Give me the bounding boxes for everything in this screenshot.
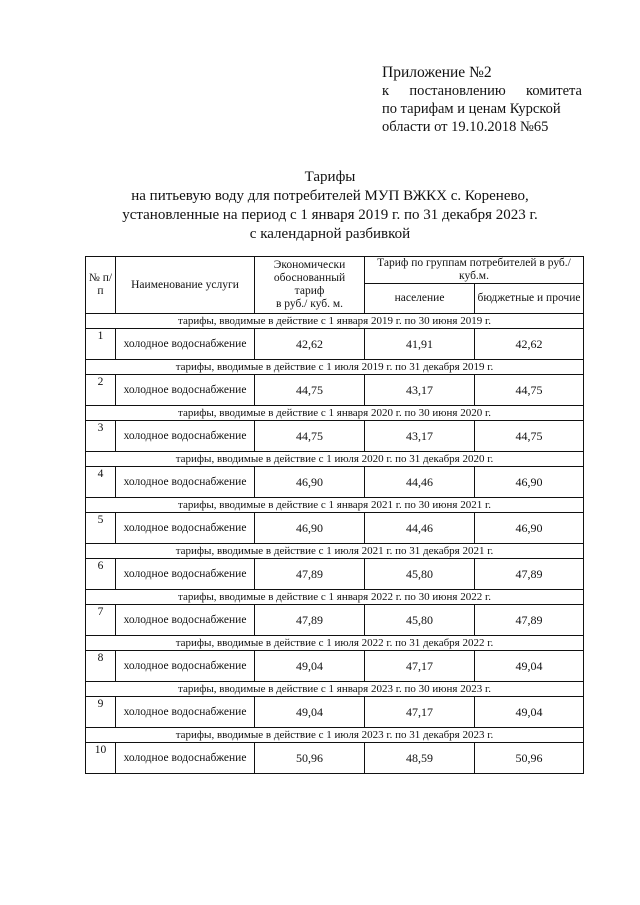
header-economic-line-2: обоснованный: [273, 272, 346, 284]
appendix-line-1-left: к: [382, 83, 390, 99]
population-tariff: 44,46: [365, 513, 475, 544]
period-label: тарифы, вводимые в действие с 1 января 2023 г. по 30 июня 2023 г.: [86, 682, 584, 697]
table-row: [86, 743, 584, 774]
header-number: № п/п: [86, 257, 116, 314]
service-name: холодное водоснабжение: [116, 513, 255, 544]
budget-tariff: 46,90: [475, 513, 584, 544]
tariff-table-body: [86, 314, 584, 774]
service-name: холодное водоснабжение: [116, 605, 255, 636]
period-row: [86, 590, 584, 605]
header-budget-other: бюджетные и прочие: [475, 284, 584, 314]
table-row: [86, 421, 584, 452]
table-row: [86, 375, 584, 406]
tariff-table: [85, 256, 584, 774]
appendix-line-1: [382, 82, 582, 100]
appendix-line-3: области от 19.10.2018 №65: [382, 119, 549, 135]
period-label: тарифы, вводимые в действие с 1 июля 2021 г. по 31 декабря 2021 г.: [86, 544, 584, 559]
budget-tariff: 50,96: [475, 743, 584, 774]
economic-tariff: 47,89: [255, 605, 365, 636]
service-name: холодное водоснабжение: [116, 375, 255, 406]
budget-tariff: 47,89: [475, 559, 584, 590]
row-number: 7: [86, 605, 116, 636]
table-row: [86, 329, 584, 360]
budget-tariff: 44,75: [475, 421, 584, 452]
economic-tariff: 46,90: [255, 513, 365, 544]
table-row: [86, 651, 584, 682]
row-number: 8: [86, 651, 116, 682]
period-row: [86, 360, 584, 375]
service-name: холодное водоснабжение: [116, 559, 255, 590]
header-economic-tariff: [255, 257, 365, 314]
heading-line-1: на питьевую воду для потребителей МУП ВЖКХ с. Коренево,: [131, 188, 529, 204]
row-number: 3: [86, 421, 116, 452]
population-tariff: 45,80: [365, 605, 475, 636]
economic-tariff: 49,04: [255, 651, 365, 682]
row-number: 4: [86, 467, 116, 498]
period-label: тарифы, вводимые в действие с 1 июля 2023 г. по 31 декабря 2023 г.: [86, 728, 584, 743]
service-name: холодное водоснабжение: [116, 467, 255, 498]
header-consumer-groups: Тариф по группам потребителей в руб./ куб.м.: [365, 257, 584, 284]
appendix-line-2: по тарифам и ценам Курской: [382, 101, 561, 117]
economic-tariff: 47,89: [255, 559, 365, 590]
service-name: холодное водоснабжение: [116, 697, 255, 728]
service-name: холодное водоснабжение: [116, 743, 255, 774]
budget-tariff: 46,90: [475, 467, 584, 498]
header-population: население: [365, 284, 475, 314]
period-label: тарифы, вводимые в действие с 1 января 2022 г. по 30 июня 2022 г.: [86, 590, 584, 605]
period-row: [86, 682, 584, 697]
row-number: 6: [86, 559, 116, 590]
row-number: 10: [86, 743, 116, 774]
population-tariff: 43,17: [365, 375, 475, 406]
appendix-block: [382, 64, 582, 136]
economic-tariff: 44,75: [255, 375, 365, 406]
population-tariff: 48,59: [365, 743, 475, 774]
economic-tariff: 46,90: [255, 467, 365, 498]
population-tariff: 47,17: [365, 651, 475, 682]
service-name: холодное водоснабжение: [116, 421, 255, 452]
budget-tariff: 42,62: [475, 329, 584, 360]
budget-tariff: 49,04: [475, 697, 584, 728]
heading-line-2: установленные на период с 1 января 2019 г. по 31 декабря 2023 г.: [122, 207, 538, 223]
economic-tariff: 44,75: [255, 421, 365, 452]
period-row: [86, 314, 584, 329]
table-row: [86, 513, 584, 544]
row-number: 9: [86, 697, 116, 728]
service-name: холодное водоснабжение: [116, 329, 255, 360]
population-tariff: 45,80: [365, 559, 475, 590]
service-name: холодное водоснабжение: [116, 651, 255, 682]
appendix-line-1-mid: постановлению: [409, 83, 506, 99]
period-label: тарифы, вводимые в действие с 1 июля 2022 г. по 31 декабря 2022 г.: [86, 636, 584, 651]
population-tariff: 41,91: [365, 329, 475, 360]
header-economic-line-1: Экономически: [273, 259, 346, 271]
population-tariff: 44,46: [365, 467, 475, 498]
period-row: [86, 452, 584, 467]
appendix-title: Приложение №2: [382, 64, 492, 81]
budget-tariff: 47,89: [475, 605, 584, 636]
row-number: 5: [86, 513, 116, 544]
header-service-name: Наименование услуги: [116, 257, 255, 314]
budget-tariff: 49,04: [475, 651, 584, 682]
heading-line-3: с календарной разбивкой: [249, 226, 411, 242]
period-label: тарифы, вводимые в действие с 1 января 2021 г. по 30 июня 2021 г.: [86, 498, 584, 513]
header-economic-line-3: тариф: [294, 285, 325, 297]
row-number: 2: [86, 375, 116, 406]
period-label: тарифы, вводимые в действие с 1 января 2019 г. по 30 июня 2019 г.: [86, 314, 584, 329]
period-label: тарифы, вводимые в действие с 1 июля 2020 г. по 31 декабря 2020 г.: [86, 452, 584, 467]
population-tariff: 47,17: [365, 697, 475, 728]
appendix-line-1-right: комитета: [526, 83, 582, 99]
economic-tariff: 49,04: [255, 697, 365, 728]
table-row: [86, 605, 584, 636]
row-number: 1: [86, 329, 116, 360]
period-row: [86, 636, 584, 651]
population-tariff: 43,17: [365, 421, 475, 452]
economic-tariff: 50,96: [255, 743, 365, 774]
table-row: [86, 467, 584, 498]
table-row: [86, 697, 584, 728]
header-economic-line-4: в руб./ куб. м.: [275, 298, 344, 310]
table-row: [86, 559, 584, 590]
period-row: [86, 728, 584, 743]
period-label: тарифы, вводимые в действие с 1 января 2020 г. по 30 июня 2020 г.: [86, 406, 584, 421]
period-row: [86, 544, 584, 559]
period-row: [86, 498, 584, 513]
document-heading: [90, 168, 570, 244]
economic-tariff: 42,62: [255, 329, 365, 360]
document-title: Тарифы: [304, 169, 356, 185]
budget-tariff: 44,75: [475, 375, 584, 406]
period-row: [86, 406, 584, 421]
period-label: тарифы, вводимые в действие с 1 июля 2019 г. по 31 декабря 2019 г.: [86, 360, 584, 375]
